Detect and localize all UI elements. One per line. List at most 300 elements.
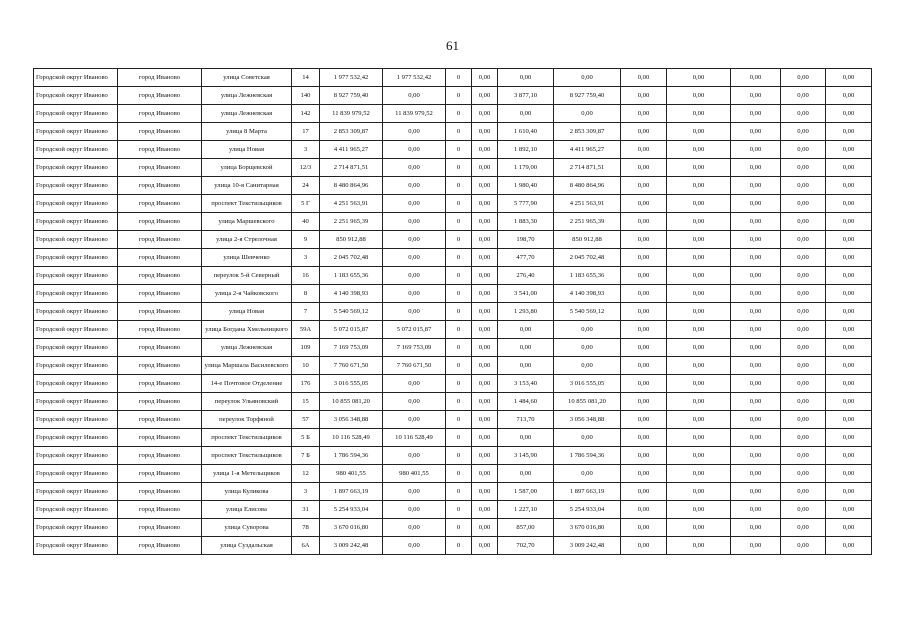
cell-house-number: 9	[292, 231, 320, 249]
cell-cost-col-8: 0,00	[826, 519, 872, 537]
cell-cost-col-2: 0,00	[383, 483, 446, 501]
cell-cost-col-5: 0,00	[667, 195, 731, 213]
cell-cost-col-4: 0,00	[621, 267, 667, 285]
cell-cost-col-6: 0,00	[731, 303, 781, 321]
cell-cost-col-7: 0,00	[781, 69, 826, 87]
cell-cost-col-5: 0,00	[667, 159, 731, 177]
cell-cost-col-4: 0,00	[621, 375, 667, 393]
cell-cost-col-4: 0,00	[621, 123, 667, 141]
cell-house-number: 10	[292, 357, 320, 375]
cell-count-col: 0	[446, 141, 472, 159]
cell-cost-col-3: 4 140 398,93	[554, 285, 621, 303]
cell-cost-col-3: 5 540 569,12	[554, 303, 621, 321]
cell-cost-col-6: 0,00	[731, 519, 781, 537]
cell-total-cost: 2 251 965,39	[320, 213, 383, 231]
table-row	[34, 303, 872, 321]
cell-cost-col-7: 0,00	[781, 393, 826, 411]
cell-rate-col: 0,00	[472, 177, 498, 195]
table-row	[34, 339, 872, 357]
cell-house-number: 14	[292, 69, 320, 87]
table-row	[34, 411, 872, 429]
cell-cost-col-2: 0,00	[383, 303, 446, 321]
cell-cost-col-8: 0,00	[826, 231, 872, 249]
cell-cost-col-3: 1 897 663,19	[554, 483, 621, 501]
cell-cost-col-2: 0,00	[383, 195, 446, 213]
cell-rate-col: 0,00	[472, 411, 498, 429]
cell-cost-col-2: 0,00	[383, 393, 446, 411]
cell-rate-col: 0,00	[472, 447, 498, 465]
cell-cost-col-2: 11 839 979,52	[383, 105, 446, 123]
cell-cost-col-7: 0,00	[781, 285, 826, 303]
cell-cost-col-8: 0,00	[826, 69, 872, 87]
cell-total-cost: 4 140 398,93	[320, 285, 383, 303]
cell-cost-col-8: 0,00	[826, 447, 872, 465]
cell-cost-col-8: 0,00	[826, 87, 872, 105]
cell-rate-col: 0,00	[472, 195, 498, 213]
cell-municipality: Городской округ Иваново	[34, 501, 118, 519]
cell-area-col: 0,00	[498, 339, 554, 357]
cell-cost-col-5: 0,00	[667, 483, 731, 501]
cell-cost-col-8: 0,00	[826, 357, 872, 375]
cell-cost-col-7: 0,00	[781, 195, 826, 213]
cell-cost-col-7: 0,00	[781, 375, 826, 393]
cell-settlement: город Иваново	[118, 393, 202, 411]
cell-total-cost: 5 540 569,12	[320, 303, 383, 321]
cell-cost-col-2: 0,00	[383, 213, 446, 231]
cell-municipality: Городской округ Иваново	[34, 357, 118, 375]
cell-cost-col-3: 2 853 309,87	[554, 123, 621, 141]
cell-count-col: 0	[446, 375, 472, 393]
cell-cost-col-7: 0,00	[781, 105, 826, 123]
cell-cost-col-5: 0,00	[667, 249, 731, 267]
cell-street: улица Маршала Василевского	[202, 357, 292, 375]
cell-area-col: 1 610,40	[498, 123, 554, 141]
table-row	[34, 447, 872, 465]
cell-cost-col-7: 0,00	[781, 321, 826, 339]
cell-cost-col-2: 0,00	[383, 501, 446, 519]
cell-total-cost: 11 839 979,52	[320, 105, 383, 123]
cell-cost-col-5: 0,00	[667, 123, 731, 141]
cell-street: переулок 5-й Северный	[202, 267, 292, 285]
cell-area-col: 3 541,00	[498, 285, 554, 303]
cell-cost-col-4: 0,00	[621, 69, 667, 87]
cell-count-col: 0	[446, 249, 472, 267]
cell-cost-col-5: 0,00	[667, 69, 731, 87]
cell-settlement: город Иваново	[118, 123, 202, 141]
cell-house-number: 59А	[292, 321, 320, 339]
cell-cost-col-7: 0,00	[781, 231, 826, 249]
cell-area-col: 5 777,90	[498, 195, 554, 213]
cell-count-col: 0	[446, 303, 472, 321]
cell-street: улица Маршевского	[202, 213, 292, 231]
cell-cost-col-6: 0,00	[731, 501, 781, 519]
cell-cost-col-8: 0,00	[826, 339, 872, 357]
cell-cost-col-8: 0,00	[826, 303, 872, 321]
cell-street: улица Лежневская	[202, 105, 292, 123]
cell-cost-col-5: 0,00	[667, 465, 731, 483]
cell-cost-col-2: 0,00	[383, 123, 446, 141]
cell-settlement: город Иваново	[118, 519, 202, 537]
cell-count-col: 0	[446, 465, 472, 483]
cell-settlement: город Иваново	[118, 429, 202, 447]
table-row	[34, 87, 872, 105]
cell-street: проспект Текстильщиков	[202, 195, 292, 213]
table-row	[34, 159, 872, 177]
cell-cost-col-7: 0,00	[781, 159, 826, 177]
cell-cost-col-2: 0,00	[383, 249, 446, 267]
cell-rate-col: 0,00	[472, 69, 498, 87]
cell-cost-col-6: 0,00	[731, 231, 781, 249]
cell-cost-col-3: 2 251 965,39	[554, 213, 621, 231]
cell-settlement: город Иваново	[118, 375, 202, 393]
cell-cost-col-2: 0,00	[383, 537, 446, 555]
table-row	[34, 195, 872, 213]
cell-area-col: 3 153,40	[498, 375, 554, 393]
cell-cost-col-6: 0,00	[731, 213, 781, 231]
cell-total-cost: 3 056 348,88	[320, 411, 383, 429]
cell-area-col: 0,00	[498, 69, 554, 87]
cell-cost-col-7: 0,00	[781, 465, 826, 483]
cell-municipality: Городской округ Иваново	[34, 375, 118, 393]
cell-cost-col-3: 0,00	[554, 339, 621, 357]
cell-count-col: 0	[446, 195, 472, 213]
cell-street: улица Лежневская	[202, 339, 292, 357]
cell-cost-col-4: 0,00	[621, 141, 667, 159]
table-row	[34, 105, 872, 123]
cell-rate-col: 0,00	[472, 267, 498, 285]
cell-total-cost: 2 714 871,51	[320, 159, 383, 177]
cell-cost-col-4: 0,00	[621, 177, 667, 195]
cell-count-col: 0	[446, 447, 472, 465]
cell-house-number: 6А	[292, 537, 320, 555]
cell-area-col: 3 877,10	[498, 87, 554, 105]
table-row	[34, 141, 872, 159]
cell-area-col: 477,70	[498, 249, 554, 267]
cell-area-col: 3 145,90	[498, 447, 554, 465]
cell-cost-col-3: 0,00	[554, 465, 621, 483]
table-row	[34, 213, 872, 231]
cell-cost-col-8: 0,00	[826, 429, 872, 447]
cell-municipality: Городской округ Иваново	[34, 321, 118, 339]
cell-settlement: город Иваново	[118, 447, 202, 465]
cell-rate-col: 0,00	[472, 375, 498, 393]
cell-cost-col-5: 0,00	[667, 177, 731, 195]
cell-count-col: 0	[446, 411, 472, 429]
cell-municipality: Городской округ Иваново	[34, 87, 118, 105]
cell-cost-col-5: 0,00	[667, 447, 731, 465]
cell-cost-col-2: 0,00	[383, 285, 446, 303]
cell-cost-col-7: 0,00	[781, 141, 826, 159]
cell-cost-col-8: 0,00	[826, 465, 872, 483]
cell-cost-col-4: 0,00	[621, 483, 667, 501]
cell-rate-col: 0,00	[472, 483, 498, 501]
cell-cost-col-4: 0,00	[621, 447, 667, 465]
cell-cost-col-4: 0,00	[621, 429, 667, 447]
cell-cost-col-7: 0,00	[781, 303, 826, 321]
cell-cost-col-6: 0,00	[731, 537, 781, 555]
cell-cost-col-8: 0,00	[826, 195, 872, 213]
cell-street: 14-е Почтовое Отделение	[202, 375, 292, 393]
table-row	[34, 501, 872, 519]
cell-cost-col-3: 3 009 242,48	[554, 537, 621, 555]
cell-cost-col-7: 0,00	[781, 483, 826, 501]
cell-settlement: город Иваново	[118, 141, 202, 159]
cell-settlement: город Иваново	[118, 69, 202, 87]
cell-cost-col-2: 0,00	[383, 141, 446, 159]
cell-street: улица 1-я Метельщиков	[202, 465, 292, 483]
cell-total-cost: 2 853 309,87	[320, 123, 383, 141]
cell-cost-col-6: 0,00	[731, 357, 781, 375]
cell-cost-col-7: 0,00	[781, 213, 826, 231]
cell-cost-col-4: 0,00	[621, 195, 667, 213]
cell-cost-col-8: 0,00	[826, 249, 872, 267]
cell-cost-col-2: 10 116 528,49	[383, 429, 446, 447]
table-row	[34, 375, 872, 393]
cell-house-number: 17	[292, 123, 320, 141]
cell-cost-col-4: 0,00	[621, 213, 667, 231]
table-row	[34, 123, 872, 141]
cell-count-col: 0	[446, 357, 472, 375]
cell-rate-col: 0,00	[472, 87, 498, 105]
cell-cost-col-8: 0,00	[826, 177, 872, 195]
cell-area-col: 1 587,00	[498, 483, 554, 501]
cell-cost-col-4: 0,00	[621, 159, 667, 177]
cell-cost-col-5: 0,00	[667, 267, 731, 285]
cell-street: улица Борщевской	[202, 159, 292, 177]
cell-cost-col-5: 0,00	[667, 141, 731, 159]
cell-area-col: 1 980,40	[498, 177, 554, 195]
cell-cost-col-8: 0,00	[826, 267, 872, 285]
cell-municipality: Городской округ Иваново	[34, 195, 118, 213]
cell-municipality: Городской округ Иваново	[34, 303, 118, 321]
cell-cost-col-6: 0,00	[731, 465, 781, 483]
cell-house-number: 5 Г	[292, 195, 320, 213]
cell-cost-col-5: 0,00	[667, 213, 731, 231]
table-row	[34, 357, 872, 375]
cell-area-col: 702,70	[498, 537, 554, 555]
cell-rate-col: 0,00	[472, 357, 498, 375]
cell-total-cost: 3 009 242,48	[320, 537, 383, 555]
cell-cost-col-2: 0,00	[383, 159, 446, 177]
cell-municipality: Городской округ Иваново	[34, 213, 118, 231]
cell-cost-col-7: 0,00	[781, 177, 826, 195]
cell-settlement: город Иваново	[118, 159, 202, 177]
cell-house-number: 12/3	[292, 159, 320, 177]
cell-settlement: город Иваново	[118, 357, 202, 375]
cell-cost-col-5: 0,00	[667, 339, 731, 357]
cell-street: улица 2-я Стрелочная	[202, 231, 292, 249]
cell-cost-col-4: 0,00	[621, 537, 667, 555]
cell-rate-col: 0,00	[472, 141, 498, 159]
cell-cost-col-2: 0,00	[383, 231, 446, 249]
cell-cost-col-5: 0,00	[667, 231, 731, 249]
cell-area-col: 0,00	[498, 321, 554, 339]
cell-settlement: город Иваново	[118, 87, 202, 105]
cell-cost-col-5: 0,00	[667, 519, 731, 537]
cell-municipality: Городской округ Иваново	[34, 177, 118, 195]
cell-cost-col-4: 0,00	[621, 231, 667, 249]
cell-cost-col-5: 0,00	[667, 375, 731, 393]
cell-total-cost: 7 760 671,50	[320, 357, 383, 375]
cell-house-number: 140	[292, 87, 320, 105]
cell-cost-col-5: 0,00	[667, 87, 731, 105]
cell-cost-col-5: 0,00	[667, 537, 731, 555]
cell-cost-col-2: 0,00	[383, 87, 446, 105]
cell-cost-col-5: 0,00	[667, 501, 731, 519]
cell-area-col: 1 293,80	[498, 303, 554, 321]
cell-street: улица Новая	[202, 141, 292, 159]
cell-area-col: 1 484,60	[498, 393, 554, 411]
cell-cost-col-8: 0,00	[826, 141, 872, 159]
cell-municipality: Городской округ Иваново	[34, 411, 118, 429]
cell-cost-col-5: 0,00	[667, 285, 731, 303]
cell-cost-col-6: 0,00	[731, 159, 781, 177]
cell-area-col: 713,70	[498, 411, 554, 429]
cell-cost-col-5: 0,00	[667, 357, 731, 375]
cell-cost-col-4: 0,00	[621, 321, 667, 339]
cell-rate-col: 0,00	[472, 123, 498, 141]
cell-settlement: город Иваново	[118, 195, 202, 213]
cell-total-cost: 1 897 663,19	[320, 483, 383, 501]
cell-count-col: 0	[446, 213, 472, 231]
cell-rate-col: 0,00	[472, 159, 498, 177]
cell-area-col: 857,00	[498, 519, 554, 537]
cell-total-cost: 850 912,88	[320, 231, 383, 249]
cell-cost-col-8: 0,00	[826, 321, 872, 339]
cell-settlement: город Иваново	[118, 537, 202, 555]
cell-house-number: 7 Б	[292, 447, 320, 465]
cell-cost-col-6: 0,00	[731, 69, 781, 87]
cell-municipality: Городской округ Иваново	[34, 537, 118, 555]
cell-cost-col-7: 0,00	[781, 123, 826, 141]
cell-cost-col-6: 0,00	[731, 375, 781, 393]
cell-rate-col: 0,00	[472, 465, 498, 483]
cell-settlement: город Иваново	[118, 231, 202, 249]
cell-cost-col-8: 0,00	[826, 105, 872, 123]
cell-cost-col-3: 8 480 864,96	[554, 177, 621, 195]
cell-count-col: 0	[446, 69, 472, 87]
cell-street: переулок Ульяновский	[202, 393, 292, 411]
cell-cost-col-8: 0,00	[826, 159, 872, 177]
cell-area-col: 0,00	[498, 357, 554, 375]
cell-rate-col: 0,00	[472, 303, 498, 321]
cell-municipality: Городской округ Иваново	[34, 339, 118, 357]
cell-area-col: 198,70	[498, 231, 554, 249]
cell-count-col: 0	[446, 105, 472, 123]
cell-cost-col-7: 0,00	[781, 447, 826, 465]
cell-total-cost: 980 401,55	[320, 465, 383, 483]
cell-cost-col-5: 0,00	[667, 105, 731, 123]
cell-cost-col-6: 0,00	[731, 321, 781, 339]
table-row	[34, 537, 872, 555]
cell-total-cost: 4 251 563,91	[320, 195, 383, 213]
cell-municipality: Городской округ Иваново	[34, 231, 118, 249]
cell-cost-col-7: 0,00	[781, 411, 826, 429]
cell-cost-col-3: 2 714 871,51	[554, 159, 621, 177]
cell-total-cost: 10 855 081,20	[320, 393, 383, 411]
cell-cost-col-4: 0,00	[621, 87, 667, 105]
cell-count-col: 0	[446, 483, 472, 501]
cell-area-col: 0,00	[498, 465, 554, 483]
cell-count-col: 0	[446, 231, 472, 249]
cell-house-number: 78	[292, 519, 320, 537]
cell-rate-col: 0,00	[472, 537, 498, 555]
cell-street: проспект Текстильщиков	[202, 429, 292, 447]
cell-cost-col-7: 0,00	[781, 519, 826, 537]
cell-count-col: 0	[446, 177, 472, 195]
table-row	[34, 393, 872, 411]
table-row	[34, 321, 872, 339]
cell-rate-col: 0,00	[472, 429, 498, 447]
cell-cost-col-8: 0,00	[826, 375, 872, 393]
cell-total-cost: 2 045 702,48	[320, 249, 383, 267]
cell-cost-col-2: 0,00	[383, 177, 446, 195]
cell-street: улица Суворова	[202, 519, 292, 537]
cell-count-col: 0	[446, 123, 472, 141]
cell-settlement: город Иваново	[118, 249, 202, 267]
cell-total-cost: 5 254 933,04	[320, 501, 383, 519]
table-row	[34, 231, 872, 249]
cell-count-col: 0	[446, 537, 472, 555]
cell-cost-col-6: 0,00	[731, 339, 781, 357]
cell-count-col: 0	[446, 159, 472, 177]
table-row	[34, 69, 872, 87]
cell-cost-col-3: 4 251 563,91	[554, 195, 621, 213]
cell-count-col: 0	[446, 339, 472, 357]
cell-rate-col: 0,00	[472, 231, 498, 249]
cell-municipality: Городской округ Иваново	[34, 519, 118, 537]
cell-house-number: 3	[292, 249, 320, 267]
cell-municipality: Городской округ Иваново	[34, 285, 118, 303]
cell-rate-col: 0,00	[472, 321, 498, 339]
cell-area-col: 0,00	[498, 105, 554, 123]
table-row	[34, 429, 872, 447]
cell-cost-col-8: 0,00	[826, 537, 872, 555]
cell-cost-col-4: 0,00	[621, 465, 667, 483]
cell-house-number: 31	[292, 501, 320, 519]
cell-count-col: 0	[446, 267, 472, 285]
cell-street: улица Шевченко	[202, 249, 292, 267]
cell-street: улица Лежневская	[202, 87, 292, 105]
cell-cost-col-8: 0,00	[826, 483, 872, 501]
cell-cost-col-6: 0,00	[731, 411, 781, 429]
table-row	[34, 177, 872, 195]
cell-cost-col-7: 0,00	[781, 249, 826, 267]
cell-cost-col-8: 0,00	[826, 123, 872, 141]
cell-cost-col-3: 0,00	[554, 357, 621, 375]
cell-count-col: 0	[446, 285, 472, 303]
cell-street: улица 10-я Санитарная	[202, 177, 292, 195]
cell-cost-col-3: 2 045 702,48	[554, 249, 621, 267]
cell-municipality: Городской округ Иваново	[34, 447, 118, 465]
cell-total-cost: 10 116 528,49	[320, 429, 383, 447]
cell-cost-col-8: 0,00	[826, 393, 872, 411]
cell-cost-col-7: 0,00	[781, 339, 826, 357]
cell-street: улица Куликова	[202, 483, 292, 501]
cell-cost-col-6: 0,00	[731, 483, 781, 501]
cell-settlement: город Иваново	[118, 177, 202, 195]
cell-count-col: 0	[446, 321, 472, 339]
cell-house-number: 12	[292, 465, 320, 483]
cell-area-col: 0,00	[498, 429, 554, 447]
table-row	[34, 285, 872, 303]
cell-area-col: 1 892,10	[498, 141, 554, 159]
cell-total-cost: 3 670 016,80	[320, 519, 383, 537]
cell-cost-col-3: 1 183 655,36	[554, 267, 621, 285]
cell-cost-col-6: 0,00	[731, 105, 781, 123]
cell-settlement: город Иваново	[118, 303, 202, 321]
cell-cost-col-5: 0,00	[667, 321, 731, 339]
